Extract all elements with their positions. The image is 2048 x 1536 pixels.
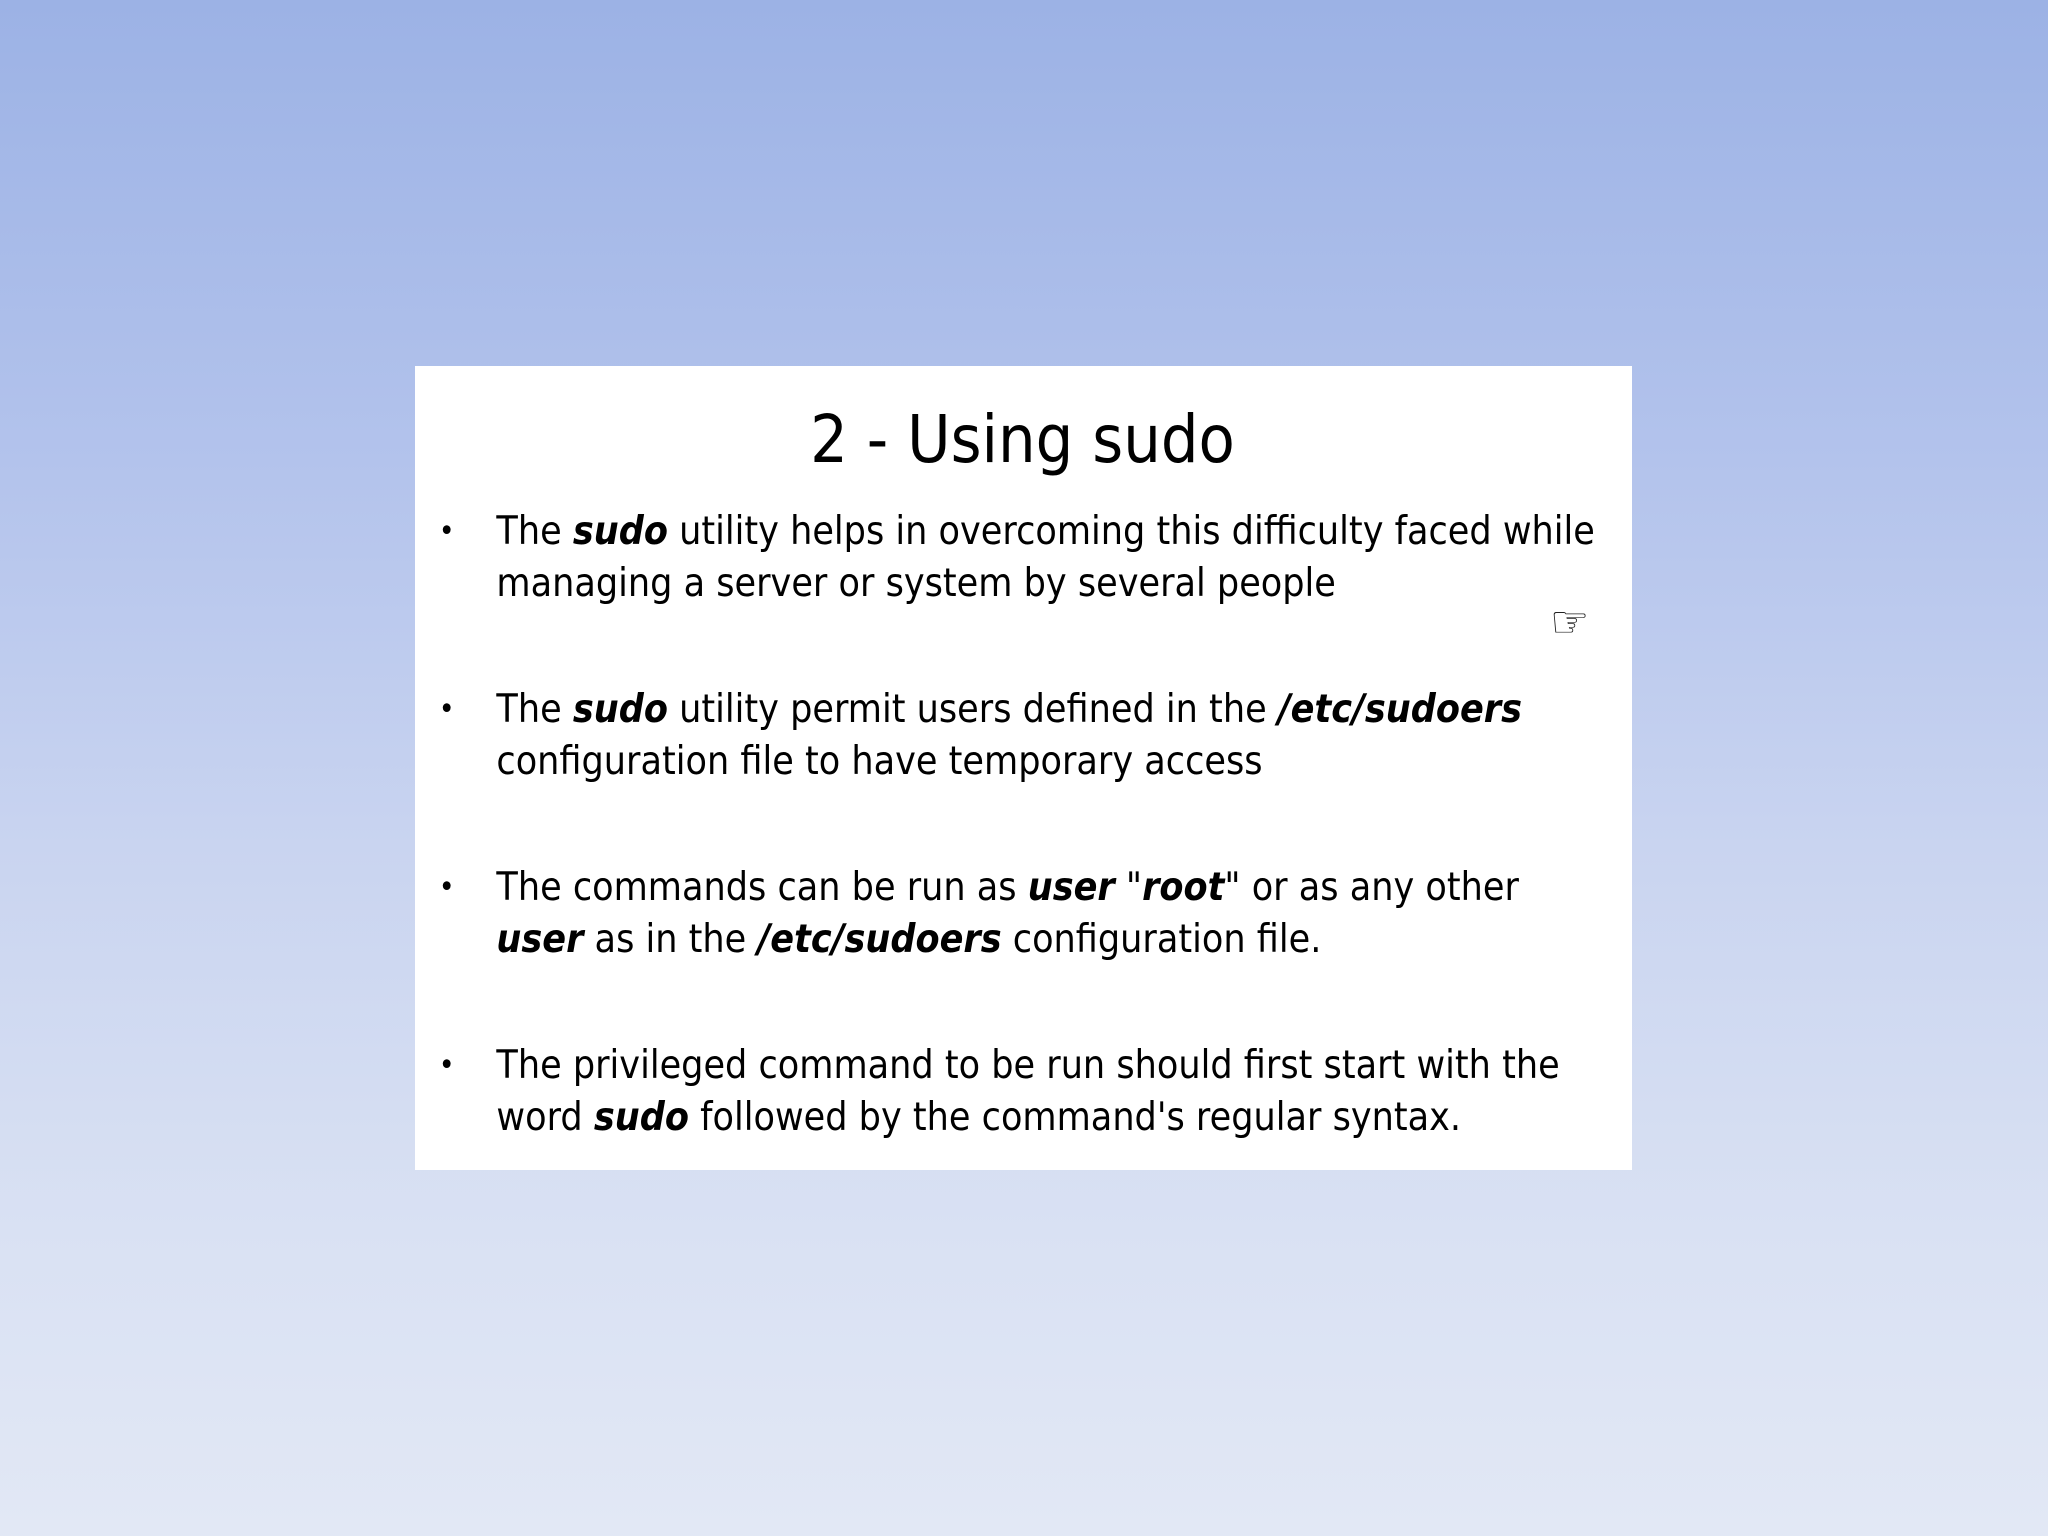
bullet-text: as in the (583, 917, 758, 962)
bullet-marker: • (438, 692, 455, 727)
user-term: user (496, 917, 584, 962)
slide-title: 2 - Using sudo (810, 401, 1235, 478)
bullet-item-3 (437, 862, 1598, 1040)
bullet-item-1 (437, 506, 1598, 684)
bullet-marker: • (438, 1048, 455, 1083)
command-term: sudo (572, 687, 668, 732)
bullet-text: The commands can be run as (496, 865, 1028, 910)
bullet-text: configuration file. (1001, 917, 1322, 962)
bullet-marker: • (438, 514, 455, 549)
slide-card (415, 366, 1632, 1170)
bullet-text: " (1114, 865, 1143, 910)
command-term: sudo (593, 1095, 689, 1140)
file-path: /etc/sudoers (757, 917, 1002, 962)
bullet-text: The privileged command to be run should first start with the word (496, 1043, 1560, 1140)
bullet-text: followed by the command's regular syntax. (688, 1095, 1462, 1140)
bullet-text: configuration file to have temporary access (496, 739, 1263, 784)
user-term: user (1027, 865, 1115, 910)
bullet-item-4 (437, 1040, 1598, 1218)
bullet-list (437, 506, 1598, 1218)
root-term: root (1142, 865, 1225, 910)
file-path: /etc/sudoers (1277, 687, 1522, 732)
bullet-item-2 (437, 684, 1598, 862)
bullet-text: " or as any other (1224, 865, 1519, 910)
command-term: sudo (572, 509, 668, 554)
bullet-marker: • (438, 870, 455, 905)
bullet-text: utility permit users defined in the (667, 687, 1278, 732)
pointing-hand-cursor-icon: ☞ (1550, 597, 1590, 648)
bullet-text: The (496, 509, 573, 554)
bullet-text: utility helps in overcoming this difficulty faced while managing a server or system by several people (496, 509, 1595, 606)
bullet-text: The (496, 687, 573, 732)
